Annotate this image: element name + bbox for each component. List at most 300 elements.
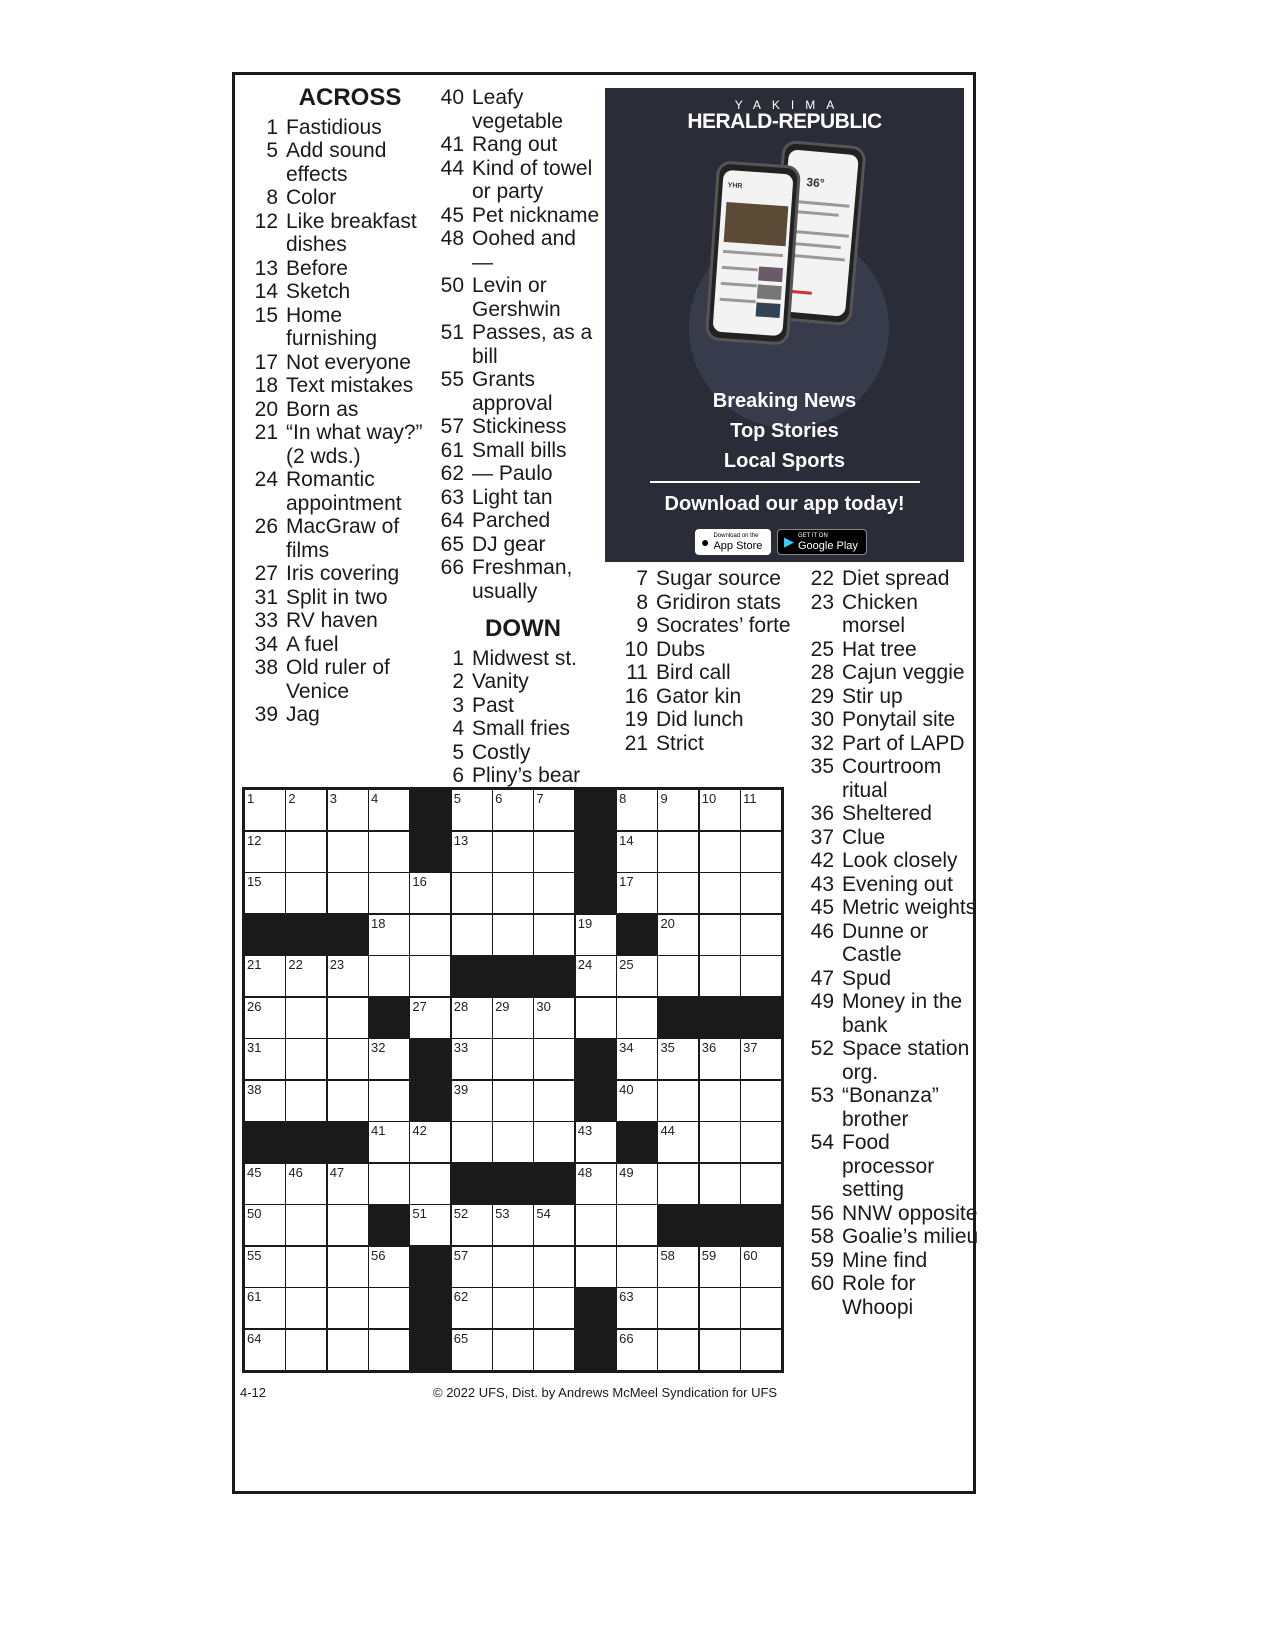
clue-item[interactable] bbox=[246, 210, 426, 257]
grid-cell[interactable] bbox=[741, 956, 781, 996]
black-square bbox=[658, 1205, 698, 1245]
clue-item[interactable] bbox=[802, 1037, 982, 1084]
grid-cell[interactable] bbox=[534, 1039, 574, 1079]
grid-cell[interactable] bbox=[658, 1288, 698, 1328]
grid-cell[interactable] bbox=[658, 915, 698, 955]
clue-item[interactable] bbox=[616, 567, 796, 591]
grid-cell[interactable] bbox=[452, 1288, 492, 1328]
grid-cell[interactable] bbox=[741, 1039, 781, 1079]
grid-cell[interactable] bbox=[410, 956, 450, 996]
clue-text: Vanity bbox=[472, 670, 529, 693]
grid-cell[interactable] bbox=[410, 1122, 450, 1162]
black-square bbox=[658, 998, 698, 1038]
grid-cell[interactable] bbox=[700, 1330, 740, 1370]
clue-item[interactable] bbox=[802, 685, 982, 709]
clue-text: Small fries bbox=[472, 717, 571, 740]
cell-number: 26 bbox=[247, 998, 262, 1014]
clue-item[interactable] bbox=[246, 116, 426, 140]
clue-item[interactable] bbox=[246, 280, 426, 304]
clue-number: 53 bbox=[810, 1084, 834, 1107]
cell-number: 62 bbox=[453, 1289, 469, 1305]
grid-cell[interactable] bbox=[534, 1330, 574, 1370]
clue-text: Text mistakes bbox=[286, 374, 414, 397]
clue-item[interactable] bbox=[246, 139, 426, 186]
clue-number: 5 bbox=[452, 740, 464, 764]
grid-cell[interactable] bbox=[617, 998, 657, 1038]
clue-item[interactable] bbox=[432, 764, 602, 788]
grid-cell[interactable] bbox=[286, 1330, 326, 1370]
clue-item[interactable] bbox=[432, 368, 602, 415]
puzzle-date: 4-12 bbox=[240, 1385, 267, 1400]
clue-item[interactable] bbox=[432, 133, 602, 157]
grid-cell[interactable] bbox=[328, 956, 368, 996]
clue-item[interactable] bbox=[246, 374, 426, 398]
grid-cell[interactable] bbox=[328, 998, 368, 1038]
grid-cell[interactable] bbox=[741, 832, 781, 872]
grid-cell[interactable] bbox=[369, 832, 409, 872]
clue-number: 28 bbox=[810, 661, 834, 684]
clue-number: 7 bbox=[636, 567, 648, 590]
grid-cell[interactable] bbox=[700, 1288, 740, 1328]
clue-number: 52 bbox=[810, 1037, 834, 1060]
clue-item[interactable] bbox=[802, 802, 982, 826]
grid-cell[interactable] bbox=[328, 1330, 368, 1370]
clue-item[interactable] bbox=[432, 694, 602, 718]
grid-cell[interactable] bbox=[328, 873, 368, 913]
grid-cell[interactable] bbox=[493, 915, 533, 955]
clue-item[interactable] bbox=[802, 661, 982, 685]
clue-text: Midwest st. bbox=[472, 646, 578, 670]
clue-item[interactable] bbox=[246, 656, 426, 703]
grid-cell[interactable] bbox=[741, 915, 781, 955]
grid-cell[interactable] bbox=[328, 790, 368, 830]
clue-item[interactable] bbox=[802, 967, 982, 991]
grid-cell[interactable] bbox=[369, 1081, 409, 1121]
clue-item[interactable] bbox=[246, 703, 426, 727]
grid-cell[interactable] bbox=[534, 1205, 574, 1245]
grid-cell[interactable] bbox=[700, 1122, 740, 1162]
grid-cell[interactable] bbox=[245, 1288, 285, 1328]
grid-cell[interactable] bbox=[700, 832, 740, 872]
grid-cell[interactable] bbox=[617, 1330, 657, 1370]
clue-item[interactable] bbox=[802, 567, 982, 591]
grid-cell[interactable] bbox=[369, 1288, 409, 1328]
grid-cell[interactable] bbox=[617, 1081, 657, 1121]
grid-cell[interactable] bbox=[658, 1122, 698, 1162]
grid-cell[interactable] bbox=[741, 790, 781, 830]
cell-number: 7 bbox=[536, 791, 544, 806]
clue-item[interactable] bbox=[802, 849, 982, 873]
grid-cell[interactable] bbox=[410, 873, 450, 913]
clue-number: 47 bbox=[810, 966, 834, 990]
grid-cell[interactable] bbox=[700, 1164, 740, 1204]
clue-item[interactable] bbox=[246, 515, 426, 562]
black-square bbox=[741, 1205, 781, 1245]
black-square bbox=[617, 915, 657, 955]
clue-item[interactable] bbox=[432, 509, 602, 533]
grid-cell[interactable] bbox=[493, 1205, 533, 1245]
grid-cell[interactable] bbox=[452, 1122, 492, 1162]
clue-item[interactable] bbox=[616, 591, 796, 615]
clue-item[interactable] bbox=[432, 556, 602, 603]
clue-item[interactable] bbox=[432, 741, 602, 765]
grid-cell[interactable] bbox=[576, 1247, 616, 1287]
clue-item[interactable] bbox=[246, 398, 426, 422]
clue-number: 58 bbox=[810, 1225, 834, 1248]
clue-item[interactable] bbox=[432, 86, 602, 133]
clue-item[interactable] bbox=[432, 415, 602, 439]
clue-item[interactable] bbox=[246, 586, 426, 610]
clue-item[interactable] bbox=[246, 421, 426, 468]
clue-item[interactable] bbox=[802, 732, 982, 756]
clue-item[interactable] bbox=[246, 257, 426, 281]
grid-cell[interactable] bbox=[658, 1330, 698, 1370]
cell-number: 32 bbox=[371, 1040, 386, 1056]
grid-cell[interactable] bbox=[493, 1330, 533, 1370]
clue-item[interactable] bbox=[246, 609, 426, 633]
grid-cell[interactable] bbox=[286, 998, 326, 1038]
grid-cell[interactable] bbox=[534, 1288, 574, 1328]
black-square bbox=[452, 1164, 492, 1204]
grid-cell[interactable] bbox=[286, 832, 326, 872]
clue-item[interactable] bbox=[616, 732, 796, 756]
clue-text: Space station org. bbox=[842, 1037, 970, 1084]
grid-cell[interactable] bbox=[534, 998, 574, 1038]
grid-cell[interactable] bbox=[369, 915, 409, 955]
clue-text: Goalie’s milieu bbox=[842, 1225, 979, 1248]
clue-item[interactable] bbox=[802, 990, 982, 1037]
grid-cell[interactable] bbox=[245, 790, 285, 830]
grid-cell[interactable] bbox=[534, 915, 574, 955]
grid-cell[interactable] bbox=[617, 873, 657, 913]
clue-text: Oohed and — bbox=[472, 227, 576, 274]
grid-cell[interactable] bbox=[700, 873, 740, 913]
grid-cell[interactable] bbox=[493, 1247, 533, 1287]
grid-cell[interactable] bbox=[700, 956, 740, 996]
down-clues-col2 bbox=[616, 567, 796, 755]
grid-cell[interactable] bbox=[452, 1205, 492, 1245]
cell-number: 37 bbox=[743, 1040, 758, 1056]
cell-number: 40 bbox=[619, 1081, 634, 1097]
clue-item[interactable] bbox=[802, 1084, 982, 1131]
grid-cell[interactable] bbox=[369, 873, 409, 913]
clue-text: Passes, as a bill bbox=[472, 321, 593, 368]
app-store-button[interactable] bbox=[695, 529, 771, 555]
grid-cell[interactable] bbox=[741, 1330, 781, 1370]
grid-cell[interactable] bbox=[534, 1122, 574, 1162]
black-square bbox=[576, 1081, 616, 1121]
grid-cell[interactable] bbox=[493, 832, 533, 872]
clue-item[interactable] bbox=[802, 920, 982, 967]
clue-number: 2 bbox=[452, 670, 464, 693]
clue-item[interactable] bbox=[432, 533, 602, 557]
clue-number: 21 bbox=[254, 421, 278, 444]
grid-cell[interactable] bbox=[617, 1205, 657, 1245]
grid-cell[interactable] bbox=[245, 1330, 285, 1370]
black-square bbox=[534, 956, 574, 996]
clue-text: Mine find bbox=[842, 1248, 928, 1272]
grid-cell[interactable] bbox=[286, 1205, 326, 1245]
grid-cell[interactable] bbox=[245, 998, 285, 1038]
black-square bbox=[700, 1205, 740, 1245]
clue-number: 54 bbox=[810, 1131, 834, 1154]
clue-number: 14 bbox=[254, 280, 278, 303]
clue-item[interactable] bbox=[802, 1131, 982, 1202]
grid-cell[interactable] bbox=[245, 1164, 285, 1204]
grid-cell[interactable] bbox=[328, 1164, 368, 1204]
grid-cell[interactable] bbox=[617, 1039, 657, 1079]
grid-cell[interactable] bbox=[534, 1247, 574, 1287]
clue-text: Look closely bbox=[842, 849, 958, 872]
cell-number: 48 bbox=[577, 1164, 593, 1180]
grid-cell[interactable] bbox=[576, 1205, 616, 1245]
clue-item[interactable] bbox=[246, 468, 426, 515]
grid-cell[interactable] bbox=[328, 1081, 368, 1121]
grid-cell[interactable] bbox=[410, 1164, 450, 1204]
grid-cell[interactable] bbox=[617, 790, 657, 830]
grid-cell[interactable] bbox=[534, 1081, 574, 1121]
grid-cell[interactable] bbox=[658, 1039, 698, 1079]
clue-item[interactable] bbox=[246, 633, 426, 657]
grid-cell[interactable] bbox=[576, 915, 616, 955]
clue-item[interactable] bbox=[432, 439, 602, 463]
grid-cell[interactable] bbox=[286, 790, 326, 830]
clue-item[interactable] bbox=[246, 562, 426, 586]
clue-text: Sheltered bbox=[842, 802, 932, 825]
google-play-label: Google Play bbox=[798, 539, 858, 552]
black-square bbox=[410, 1330, 450, 1370]
grid-cell[interactable] bbox=[286, 1081, 326, 1121]
grid-cell[interactable] bbox=[328, 832, 368, 872]
clue-number: 62 bbox=[440, 462, 464, 485]
clue-number: 66 bbox=[440, 556, 464, 579]
grid-cell[interactable] bbox=[493, 1039, 533, 1079]
cell-number: 52 bbox=[453, 1206, 469, 1222]
clue-item[interactable] bbox=[616, 638, 796, 662]
grid-cell[interactable] bbox=[369, 1122, 409, 1162]
clue-item[interactable] bbox=[432, 157, 602, 204]
grid-cell[interactable] bbox=[617, 832, 657, 872]
clue-item[interactable] bbox=[802, 873, 982, 897]
grid-cell[interactable] bbox=[328, 1288, 368, 1328]
clue-item[interactable] bbox=[432, 647, 602, 671]
grid-cell[interactable] bbox=[700, 1247, 740, 1287]
clue-item[interactable] bbox=[432, 486, 602, 510]
grid-cell[interactable] bbox=[286, 1039, 326, 1079]
clue-text: Diet spread bbox=[842, 567, 950, 590]
grid-cell[interactable] bbox=[617, 1288, 657, 1328]
black-square bbox=[410, 832, 450, 872]
grid-cell[interactable] bbox=[286, 1288, 326, 1328]
clue-text: Rang out bbox=[472, 133, 558, 156]
grid-cell[interactable] bbox=[576, 956, 616, 996]
grid-cell[interactable] bbox=[534, 832, 574, 872]
grid-cell[interactable] bbox=[369, 1247, 409, 1287]
clue-text: Jag bbox=[286, 703, 320, 726]
clue-item[interactable] bbox=[432, 321, 602, 368]
cell-number: 35 bbox=[660, 1040, 675, 1056]
grid-cell[interactable] bbox=[493, 1288, 533, 1328]
grid-cell[interactable] bbox=[245, 1247, 285, 1287]
clue-item[interactable] bbox=[802, 708, 982, 732]
clue-text: NNW opposite bbox=[842, 1201, 978, 1225]
clue-item[interactable] bbox=[432, 274, 602, 321]
grid-cell[interactable] bbox=[452, 1247, 492, 1287]
grid-cell[interactable] bbox=[369, 956, 409, 996]
app-advertisement[interactable] bbox=[605, 88, 964, 562]
grid-cell[interactable] bbox=[286, 873, 326, 913]
grid-cell[interactable] bbox=[741, 1247, 781, 1287]
clue-number: 8 bbox=[266, 186, 278, 209]
clue-item[interactable] bbox=[432, 670, 602, 694]
clue-number: 23 bbox=[810, 590, 834, 614]
grid-cell[interactable] bbox=[658, 832, 698, 872]
grid-cell[interactable] bbox=[658, 956, 698, 996]
grid-cell[interactable] bbox=[245, 956, 285, 996]
clue-item[interactable] bbox=[802, 1202, 982, 1226]
clue-text: Sugar source bbox=[656, 567, 781, 590]
clue-item[interactable] bbox=[802, 826, 982, 850]
grid-cell[interactable] bbox=[658, 790, 698, 830]
grid-cell[interactable] bbox=[369, 1330, 409, 1370]
grid-cell[interactable] bbox=[452, 1039, 492, 1079]
clue-item[interactable] bbox=[616, 708, 796, 732]
cell-number: 1 bbox=[247, 791, 255, 806]
clue-item[interactable] bbox=[432, 462, 602, 486]
grid-cell[interactable] bbox=[245, 1039, 285, 1079]
grid-cell[interactable] bbox=[576, 998, 616, 1038]
grid-cell[interactable] bbox=[410, 998, 450, 1038]
grid-cell[interactable] bbox=[369, 1039, 409, 1079]
grid-cell[interactable] bbox=[328, 1039, 368, 1079]
grid-cell[interactable] bbox=[658, 1081, 698, 1121]
clue-number: 50 bbox=[440, 274, 464, 297]
clue-number: 63 bbox=[440, 485, 464, 509]
cell-number: 42 bbox=[412, 1123, 427, 1139]
grid-cell[interactable] bbox=[576, 1122, 616, 1162]
clue-item[interactable] bbox=[432, 204, 602, 228]
grid-cell[interactable] bbox=[741, 1164, 781, 1204]
grid-cell[interactable] bbox=[658, 1164, 698, 1204]
grid-cell[interactable] bbox=[452, 790, 492, 830]
clue-item[interactable] bbox=[802, 1249, 982, 1273]
grid-cell[interactable] bbox=[410, 915, 450, 955]
clue-item[interactable] bbox=[802, 755, 982, 802]
clue-item[interactable] bbox=[802, 896, 982, 920]
clue-number: 45 bbox=[810, 896, 834, 919]
grid-cell[interactable] bbox=[493, 1122, 533, 1162]
cell-number: 57 bbox=[453, 1247, 469, 1263]
clue-text: Costly bbox=[472, 740, 531, 764]
clue-item[interactable] bbox=[802, 1225, 982, 1249]
black-square bbox=[328, 1122, 368, 1162]
cell-number: 49 bbox=[619, 1164, 634, 1180]
grid-cell[interactable] bbox=[493, 790, 533, 830]
cell-number: 30 bbox=[536, 998, 551, 1014]
clue-item[interactable] bbox=[246, 304, 426, 351]
grid-cell[interactable] bbox=[245, 832, 285, 872]
grid-cell[interactable] bbox=[452, 915, 492, 955]
grid-cell[interactable] bbox=[741, 1122, 781, 1162]
clue-item[interactable] bbox=[802, 638, 982, 662]
grid-cell[interactable] bbox=[617, 1164, 657, 1204]
clue-item[interactable] bbox=[802, 1272, 982, 1319]
clue-item[interactable] bbox=[616, 661, 796, 685]
grid-cell[interactable] bbox=[534, 790, 574, 830]
grid-cell[interactable] bbox=[369, 790, 409, 830]
clue-item[interactable] bbox=[432, 717, 602, 741]
clue-text: Iris covering bbox=[286, 562, 400, 585]
grid-cell[interactable] bbox=[452, 832, 492, 872]
phone-temp: 36° bbox=[805, 174, 826, 191]
clue-text: Hat tree bbox=[842, 637, 917, 661]
grid-cell[interactable] bbox=[493, 873, 533, 913]
grid-cell[interactable] bbox=[493, 998, 533, 1038]
clue-text: Old ruler of Venice bbox=[286, 656, 390, 703]
grid-cell[interactable] bbox=[700, 1039, 740, 1079]
cell-number: 10 bbox=[701, 791, 717, 806]
clue-item[interactable] bbox=[616, 614, 796, 638]
grid-cell[interactable] bbox=[452, 998, 492, 1038]
grid-cell[interactable] bbox=[534, 873, 574, 913]
grid-cell[interactable] bbox=[245, 1081, 285, 1121]
grid-cell[interactable] bbox=[741, 873, 781, 913]
grid-cell[interactable] bbox=[658, 873, 698, 913]
grid-cell[interactable] bbox=[286, 1164, 326, 1204]
grid-cell[interactable] bbox=[741, 1288, 781, 1328]
grid-cell[interactable] bbox=[452, 1081, 492, 1121]
grid-cell[interactable] bbox=[369, 1164, 409, 1204]
cell-number: 27 bbox=[412, 998, 427, 1014]
clue-item[interactable] bbox=[616, 685, 796, 709]
clue-item[interactable] bbox=[246, 186, 426, 210]
google-play-button[interactable] bbox=[777, 529, 867, 555]
cell-number: 39 bbox=[453, 1081, 469, 1097]
cell-number: 50 bbox=[247, 1206, 262, 1222]
grid-cell[interactable] bbox=[328, 1247, 368, 1287]
grid-cell[interactable] bbox=[700, 790, 740, 830]
grid-cell[interactable] bbox=[617, 1247, 657, 1287]
grid-cell[interactable] bbox=[286, 956, 326, 996]
grid-cell[interactable] bbox=[245, 873, 285, 913]
cell-number: 43 bbox=[577, 1123, 593, 1139]
clue-item[interactable] bbox=[432, 227, 602, 274]
cell-number: 34 bbox=[619, 1040, 634, 1056]
grid-cell[interactable] bbox=[452, 1330, 492, 1370]
clue-item[interactable] bbox=[802, 591, 982, 638]
apple-icon: ● bbox=[701, 534, 710, 550]
cell-number: 38 bbox=[247, 1081, 262, 1097]
grid-cell[interactable] bbox=[617, 956, 657, 996]
grid-cell[interactable] bbox=[493, 1081, 533, 1121]
grid-cell[interactable] bbox=[410, 1205, 450, 1245]
black-square bbox=[245, 915, 285, 955]
grid-cell[interactable] bbox=[286, 1247, 326, 1287]
google-play-small-label: GET IT ON bbox=[798, 532, 828, 539]
cell-number: 55 bbox=[247, 1247, 262, 1263]
grid-cell[interactable] bbox=[700, 915, 740, 955]
grid-cell[interactable] bbox=[452, 873, 492, 913]
crossword-grid[interactable] bbox=[242, 787, 784, 1373]
clue-item[interactable] bbox=[246, 351, 426, 375]
grid-cell[interactable] bbox=[658, 1247, 698, 1287]
grid-cell[interactable] bbox=[741, 1081, 781, 1121]
grid-cell[interactable] bbox=[700, 1081, 740, 1121]
clue-text: Before bbox=[286, 256, 348, 280]
grid-cell[interactable] bbox=[328, 1205, 368, 1245]
grid-cell[interactable] bbox=[576, 1164, 616, 1204]
grid-cell[interactable] bbox=[245, 1205, 285, 1245]
